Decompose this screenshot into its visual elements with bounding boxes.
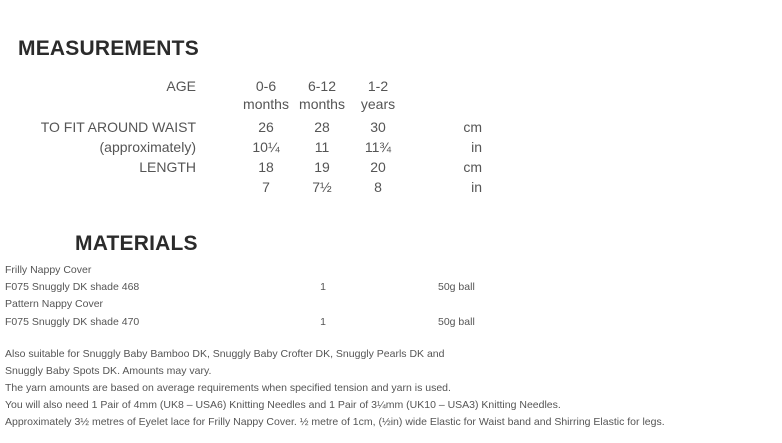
material-item: Pattern Nappy Cover [5,298,104,310]
material-unit: 50g ball [438,316,475,328]
materials-note: Also suitable for Snuggly Baby Bamboo DK, Snuggly Baby Crofter DK, Snuggly Pearls DK and [5,348,445,360]
measurement-value: 11¾ [364,139,392,155]
materials-note: The yarn amounts are based on average requirements when specified tension and yarn is used. [5,382,451,394]
measurement-row-label: TO FIT AROUND WAIST [40,119,196,135]
size-header-3-line1: 1-2 [367,78,389,94]
materials-note: You will also need 1 Pair of 4mm (UK8 – USA6) Knitting Needles and 1 Pair of 3¼mm (UK10 – USA3) Knitting Needles. [5,399,561,411]
measurement-value: 11 [314,139,330,155]
material-item: F075 Snuggly DK shade 470 [5,316,140,328]
age-label: AGE [166,78,196,94]
size-header-1-line1: 0-6 [255,78,277,94]
materials-heading: MATERIALS [75,232,198,255]
measurement-unit: in [471,179,482,195]
measurement-value: 30 [370,119,386,135]
measurement-value: 10¼ [252,139,280,155]
material-unit: 50g ball [438,281,475,293]
measurement-value: 18 [258,159,274,175]
material-qty: 1 [320,281,326,293]
size-header-1-line2: months [243,96,289,112]
measurement-value: 26 [258,119,274,135]
materials-note: Approximately 3½ metres of Eyelet lace for Frilly Nappy Cover. ½ metre of 1cm, (½in) wide Elastic for Waist band and Shirring Elastic for legs. [5,416,665,428]
measurement-value: 28 [314,119,330,135]
size-header-2-line2: months [299,96,345,112]
measurement-value: 7½ [312,179,332,195]
measurement-value: 20 [370,159,386,175]
material-item: Frilly Nappy Cover [5,264,92,276]
material-qty: 1 [320,316,326,328]
measurements-heading: MEASUREMENTS [18,37,199,60]
measurement-unit: cm [463,119,482,135]
size-header-3-line2: years [360,96,396,112]
size-header-2-line1: 6-12 [307,78,337,94]
measurement-row-label: LENGTH [139,159,196,175]
materials-note: Snuggly Baby Spots DK. Amounts may vary. [5,365,212,377]
measurement-row-label: (approximately) [99,139,196,155]
measurement-value: 7 [262,179,270,195]
measurement-unit: in [471,139,482,155]
measurement-value: 19 [314,159,330,175]
material-item: F075 Snuggly DK shade 468 [5,281,140,293]
measurement-unit: cm [463,159,482,175]
measurement-value: 8 [374,179,382,195]
